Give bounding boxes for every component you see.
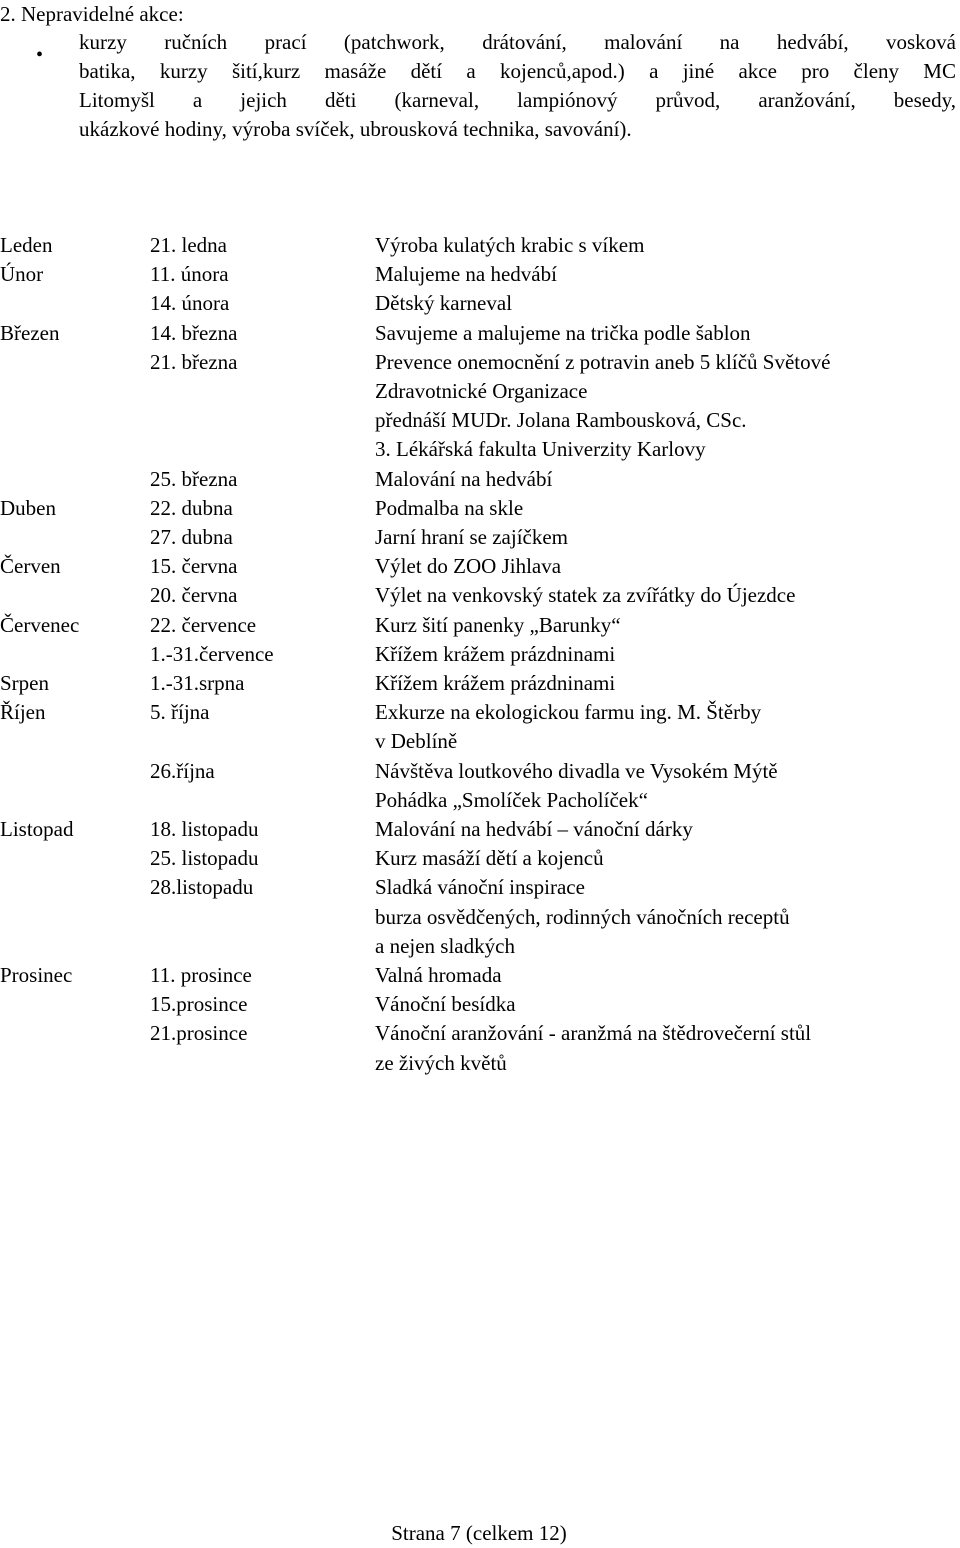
schedule-month: Únor [0, 262, 44, 287]
schedule-month [0, 377, 150, 406]
schedule-month [0, 348, 150, 377]
schedule-month [0, 1049, 150, 1078]
schedule-date: 14. února [150, 291, 230, 316]
schedule-event: a nejen sladkých [375, 933, 515, 958]
schedule-row [0, 669, 960, 698]
schedule-event: Vánoční aranžování - aranžmá na štědrovečerní stůl [375, 1021, 812, 1046]
schedule-date: 18. listopadu [150, 817, 259, 842]
schedule-month [0, 581, 150, 610]
schedule-event: Exkurze na ekologickou farmu ing. M. Štěrby [375, 700, 762, 725]
schedule-date [150, 903, 375, 932]
schedule-date [150, 786, 375, 815]
schedule-month [0, 932, 150, 961]
schedule-row [0, 815, 960, 844]
schedule-row [0, 961, 960, 990]
schedule-row [0, 873, 960, 902]
schedule-event: 3. Lékářská fakulta Univerzity Karlovy [375, 437, 706, 462]
schedule-event: Kurz šití panenky „Barunky“ [375, 612, 621, 637]
schedule-event: burza osvědčených, rodinných vánočních receptů [375, 904, 790, 929]
schedule-month [0, 727, 150, 756]
schedule-date: 20. června [150, 583, 238, 608]
schedule-month [0, 844, 150, 873]
schedule-row [0, 786, 960, 815]
schedule-date: 22. dubna [150, 495, 233, 520]
schedule-month [0, 990, 150, 1019]
schedule-month: Duben [0, 495, 56, 520]
schedule-date [150, 727, 375, 756]
schedule-date: 25. března [150, 466, 238, 491]
schedule-row [0, 1049, 960, 1078]
event-schedule [0, 231, 960, 1078]
schedule-date: 27. dubna [150, 525, 233, 550]
schedule-row [0, 377, 960, 406]
schedule-row [0, 581, 960, 610]
schedule-month [0, 465, 150, 494]
schedule-row [0, 319, 960, 348]
schedule-event: Křížem krážem prázdninami [375, 671, 616, 696]
intro-paragraph [79, 28, 956, 144]
schedule-event: Návštěva loutkového divadla ve Vysokém Mýtě [375, 758, 778, 783]
schedule-date: 5. října [150, 700, 210, 725]
schedule-row [0, 757, 960, 786]
schedule-date [150, 932, 375, 961]
schedule-event: Malujeme na hedvábí [375, 262, 557, 287]
schedule-month [0, 640, 150, 669]
schedule-event: Sladká vánoční inspirace [375, 875, 585, 900]
schedule-event: Výlet do ZOO Jihlava [375, 554, 562, 579]
bullet-icon: • [36, 44, 44, 66]
schedule-month: Březen [0, 320, 60, 345]
schedule-event: Malování na hedvábí [375, 466, 553, 491]
schedule-row [0, 523, 960, 552]
schedule-date: 25. listopadu [150, 846, 259, 871]
schedule-event: Kurz masáží dětí a kojenců [375, 846, 604, 871]
schedule-row [0, 640, 960, 669]
schedule-date [150, 377, 375, 406]
schedule-month [0, 903, 150, 932]
schedule-row [0, 990, 960, 1019]
intro-line: Litomyšl a jejich děti (karneval, lampiónový průvod, aranžování, besedy, [79, 88, 956, 112]
schedule-event: Křížem krážem prázdninami [375, 641, 616, 666]
schedule-event: ze živých květů [375, 1050, 507, 1075]
schedule-row [0, 435, 960, 464]
schedule-row [0, 932, 960, 961]
schedule-event: Savujeme a malujeme na trička podle šablon [375, 320, 751, 345]
schedule-month: Červenec [0, 612, 80, 637]
intro-line: batika, kurzy šití,kurz masáže dětí a kojenců,apod.) a jiné akce pro členy MC [79, 59, 956, 83]
schedule-row [0, 552, 960, 581]
schedule-month: Prosinec [0, 963, 73, 988]
schedule-month [0, 523, 150, 552]
schedule-date: 28.listopadu [150, 875, 254, 900]
schedule-event: Podmalba na skle [375, 495, 524, 520]
schedule-date [150, 406, 375, 435]
schedule-row [0, 698, 960, 727]
schedule-row [0, 348, 960, 377]
schedule-month [0, 873, 150, 902]
schedule-month: Srpen [0, 671, 49, 696]
schedule-row [0, 844, 960, 873]
schedule-date [150, 1049, 375, 1078]
schedule-date: 11. prosince [150, 963, 252, 988]
schedule-row [0, 260, 960, 289]
schedule-date: 22. července [150, 612, 257, 637]
schedule-date: 21. března [150, 349, 238, 374]
schedule-row [0, 903, 960, 932]
schedule-event: v Deblíně [375, 729, 458, 754]
schedule-month [0, 1019, 150, 1048]
schedule-row [0, 727, 960, 756]
schedule-month: Listopad [0, 817, 74, 842]
schedule-event: Zdravotnické Organizace [375, 379, 588, 404]
schedule-event: Dětský karneval [375, 291, 513, 316]
schedule-row [0, 611, 960, 640]
schedule-date [150, 435, 375, 464]
intro-line: ukázkové hodiny, výroba svíček, ubrousková technika, savování). [79, 117, 632, 141]
schedule-month [0, 289, 150, 318]
schedule-date: 1.-31.července [150, 641, 274, 666]
schedule-row [0, 1019, 960, 1048]
page-footer [0, 1519, 960, 1548]
schedule-month [0, 406, 150, 435]
schedule-date: 26.října [150, 758, 215, 783]
schedule-event: Valná hromada [375, 963, 502, 988]
section-heading: 2. Nepravidelné akce: [0, 2, 184, 26]
schedule-month: Červen [0, 554, 61, 579]
schedule-date: 11. února [150, 262, 229, 287]
schedule-row [0, 231, 960, 260]
schedule-month [0, 757, 150, 786]
schedule-event: Jarní hraní se zajíčkem [375, 525, 568, 550]
schedule-event: Prevence onemocnění z potravin aneb 5 klíčů Světové [375, 349, 831, 374]
schedule-event: Pohádka „Smolíček Pacholíček“ [375, 787, 648, 812]
schedule-month [0, 786, 150, 815]
schedule-date: 21.prosince [150, 1021, 248, 1046]
schedule-row [0, 289, 960, 318]
schedule-month: Leden [0, 233, 53, 257]
schedule-date: 15. června [150, 554, 238, 579]
schedule-date: 21. ledna [150, 233, 227, 257]
schedule-row [0, 406, 960, 435]
schedule-row [0, 494, 960, 523]
intro-line: kurzy ručních prací (patchwork, drátování, malování na hedvábí, vosková [79, 30, 956, 54]
schedule-month [0, 435, 150, 464]
schedule-event: Výlet na venkovský statek za zvířátky do Újezdce [375, 583, 796, 608]
schedule-event: Malování na hedvábí – vánoční dárky [375, 817, 693, 842]
schedule-month: Říjen [0, 700, 46, 725]
schedule-row [0, 465, 960, 494]
schedule-event: Výroba kulatých krabic s víkem [375, 233, 645, 257]
schedule-date: 14. března [150, 320, 238, 345]
schedule-event: Vánoční besídka [375, 992, 516, 1017]
schedule-date: 1.-31.srpna [150, 671, 245, 696]
schedule-event: přednáší MUDr. Jolana Rambousková, CSc. [375, 408, 747, 433]
schedule-date: 15.prosince [150, 992, 248, 1017]
page-number: Strana 7 (celkem 12) [391, 1521, 567, 1545]
